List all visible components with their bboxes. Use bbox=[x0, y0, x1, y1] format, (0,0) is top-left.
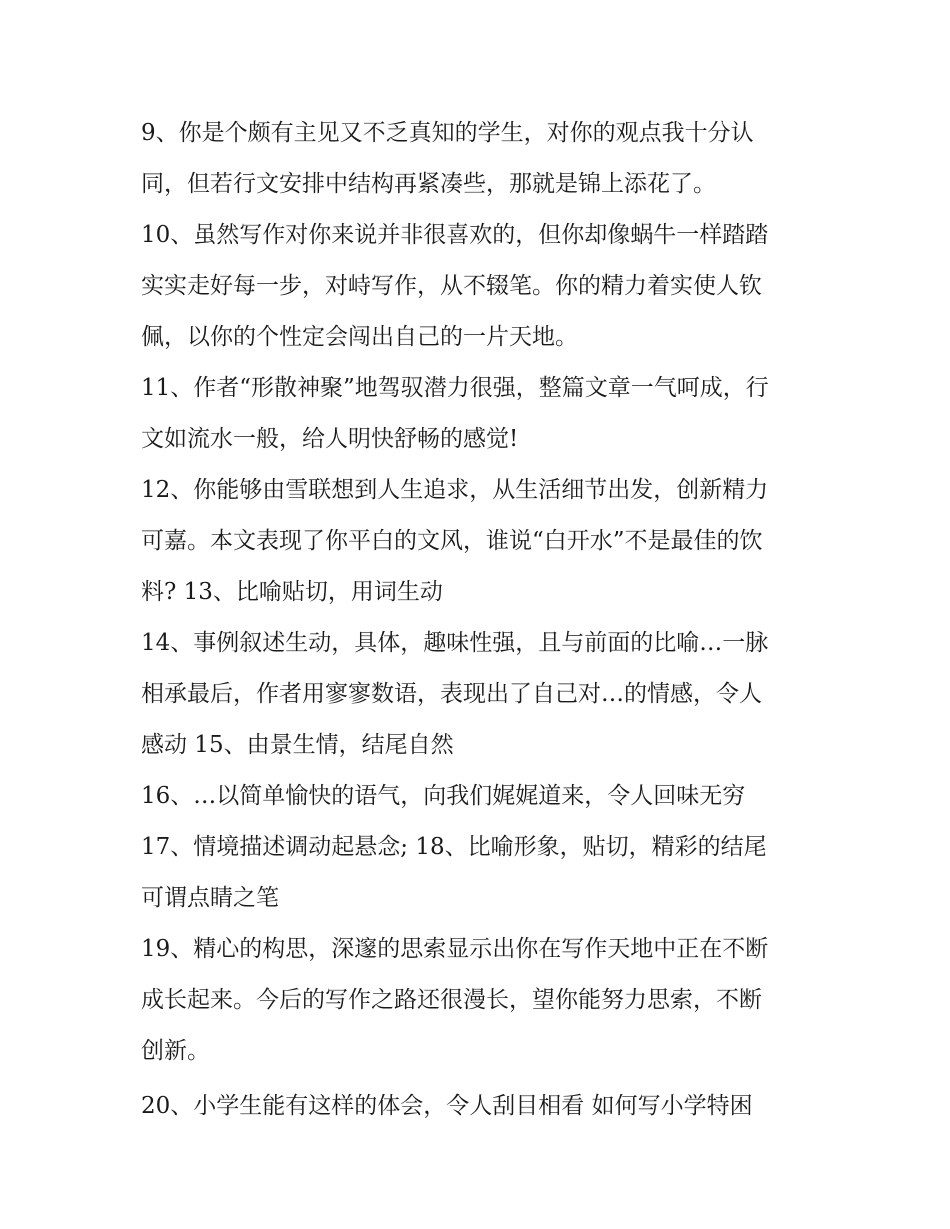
text-line: 10、虽然写作对你来说并非很喜欢的，但你却像蜗牛一样踏踏 bbox=[141, 222, 769, 248]
text-line: 创新。 bbox=[141, 1038, 210, 1064]
text-line: 同，但若行文安排中结构再紧凑些，那就是锦上添花了。 bbox=[141, 171, 716, 197]
text-line: 20、小学生能有这样的体会，令人刮目相看 如何写小学特困 bbox=[141, 1093, 753, 1119]
text-line: 9、你是个颇有主见又不乏真知的学生，对你的观点我十分认 bbox=[141, 120, 754, 146]
text-line: 12、你能够由雪联想到人生追求，从生活细节出发，创新精力 bbox=[141, 477, 769, 503]
text-line: 14、事例叙述生动，具体，趣味性强，且与前面的比喻…一脉 bbox=[141, 630, 769, 656]
text-line: 成长起来。今后的写作之路还很漫长，望你能努力思索，不断 bbox=[141, 987, 762, 1013]
text-line: 可谓点睛之笔 bbox=[141, 885, 279, 911]
text-line: 文如流水一般，给人明快舒畅的感觉! bbox=[141, 426, 519, 452]
text-line: 料? 13、比喻贴切，用词生动 bbox=[141, 579, 443, 605]
text-line: 可嘉。本文表现了你平白的文风，谁说“白开水”不是最佳的饮 bbox=[141, 528, 763, 554]
text-line: 17、情境描述调动起悬念; 18、比喻形象，贴切，精彩的结尾 bbox=[141, 834, 767, 860]
text-line: 19、精心的构思，深邃的思索显示出你在写作天地中正在不断 bbox=[141, 936, 769, 962]
text-line: 11、作者“形散神聚”地驾驭潜力很强，整篇文章一气呵成，行 bbox=[141, 375, 769, 401]
comment-text-block bbox=[141, 108, 821, 1132]
text-line: 佩，以你的个性定会闯出自己的一片天地。 bbox=[141, 324, 578, 350]
text-line: 16、…以简单愉快的语气，向我们娓娓道来，令人回味无穷 bbox=[141, 783, 746, 809]
text-line: 相承最后，作者用寥寥数语，表现出了自己对…的情感，令人 bbox=[141, 681, 762, 707]
text-line: 实实走好每一步，对峙写作，从不辍笔。你的精力着实使人钦 bbox=[141, 273, 762, 299]
text-line: 感动 15、由景生情，结尾自然 bbox=[141, 732, 454, 758]
